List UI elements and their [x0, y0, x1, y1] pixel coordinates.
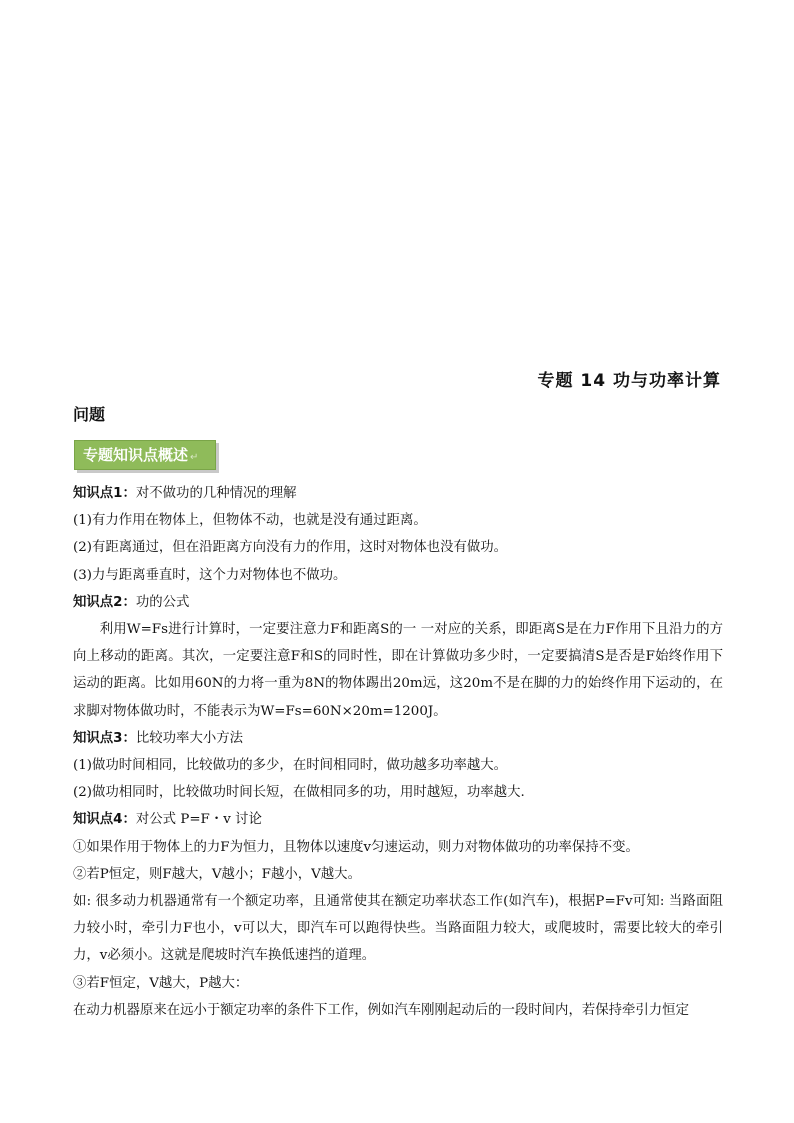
body-line: (2)做功相同时，比较做功时间长短，在做相同多的功，用时越短，功率越大.	[73, 785, 525, 801]
knowledge-point-label: 知识点1：	[73, 486, 136, 501]
body-paragraph: 利用W=Fs进行计算时，一定要注意力F和距离S的一 一对应的关系，即距离S是在力F作用下且沿力的方向上移动的距离。其次，一定要注意F和S的同时性，即在计算做功多少时，一定要搞清S是否是F始终作用下运动的距离。比如用60N的力将一重为8N的物体踢出20m远，这20m不是在脚的力的始终作用下运动的，在求脚对物体做功时，不能表示为W=Fs=60N×20m=1200J。	[73, 622, 723, 719]
knowledge-point-title: 比较功率大小方法	[135, 730, 244, 746]
knowledge-point-label: 知识点4：	[73, 812, 136, 828]
body-paragraph: 如: 很多动力机器通常有一个额定功率，且通常使其在额定功率状态工作(如汽车)，根据P=Fv可知: 当路面阻力较小时，牵引力F也小，v可以大，即汽车可以跑得快些。当路面阻力较大，或爬坡时，需要比较大的牵引力，v必须小。这就是爬坡时汽车换低速挡的道理。	[73, 894, 723, 964]
knowledge-point-heading	[73, 806, 723, 833]
body-line: (3)力与距离垂直时，这个力对物体也不做功。	[73, 567, 347, 583]
body-line: ③若F恒定，V越大，P越大：	[73, 975, 249, 991]
body-line: ②若P恒定，则F越大，V越小；F越小，V越大。	[73, 866, 361, 882]
body-line: 在动力机器原来在远小于额定功率的条件下工作，例如汽车刚刚起动后的一段时间内，若保持牵引力恒定	[73, 1002, 689, 1018]
document-body	[73, 480, 723, 1024]
return-mark-icon: ↵	[190, 452, 199, 463]
document-subtitle: 问题	[73, 405, 106, 424]
knowledge-point-heading	[73, 589, 723, 616]
section-badge-label: 专题知识点概述	[83, 446, 189, 464]
body-line: (1)有力作用在物体上，但物体不动，也就是没有通过距离。	[73, 513, 427, 529]
knowledge-point-heading	[73, 725, 723, 752]
document-title: 专题 14 功与功率计算	[537, 371, 721, 391]
body-line: (2)有距离通过，但在沿距离方向没有力的作用，这时对物体也没有做功。	[73, 540, 508, 556]
knowledge-point-title: 对公式 P=F・v 讨论	[135, 812, 262, 828]
knowledge-point-title: 对不做功的几种情况的理解	[135, 486, 297, 501]
knowledge-point-title: 功的公式	[135, 594, 190, 610]
knowledge-point-label: 知识点3：	[73, 730, 136, 746]
knowledge-point-label: 知识点2：	[73, 594, 136, 610]
section-badge	[74, 440, 216, 470]
knowledge-point-heading	[73, 480, 723, 507]
body-line: ①如果作用于物体上的力F为恒力，且物体以速度v匀速运动，则力对物体做功的功率保持不变。	[73, 839, 639, 855]
body-line: (1)做功时间相同，比较做功的多少，在时间相同时，做功越多功率越大。	[73, 758, 508, 774]
